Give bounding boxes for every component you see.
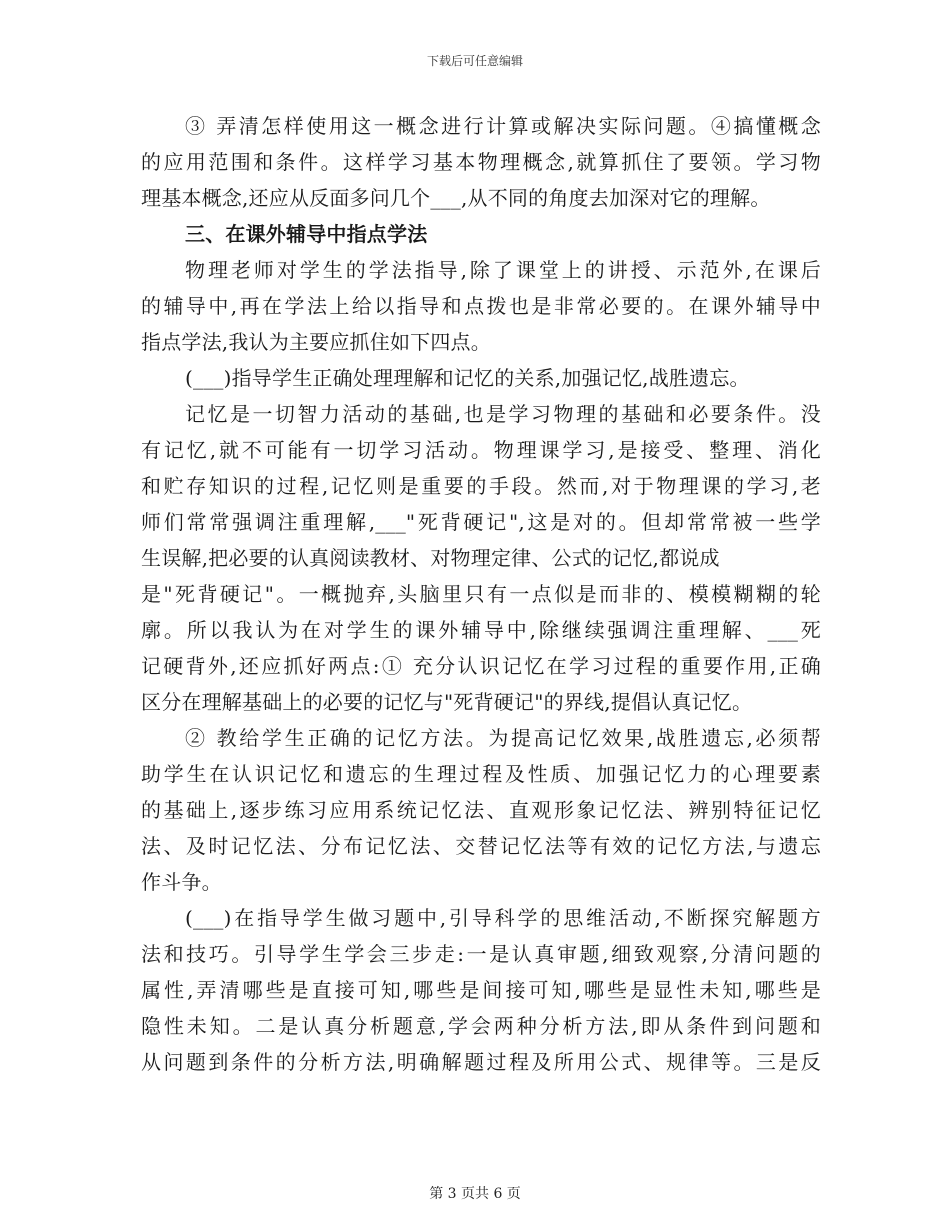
text-line: 作斗争。 xyxy=(141,870,222,894)
text-line: 的基础上,逐步练习应用系统记忆法、直观形象记忆法、辨别特征记忆 xyxy=(141,798,821,822)
text-line: 的应用范围和条件。这样学习基本物理概念,就算抓住了要领。学习物 xyxy=(141,150,821,174)
text-line: ② 教给学生正确的记忆方法。为提高记忆效果,战胜遗忘,必须帮 xyxy=(185,726,821,750)
section-heading: 三、在课外辅导中指点学法 xyxy=(185,222,428,246)
text-line: 属性,弄清哪些是直接可知,哪些是间接可知,哪些是显性未知,哪些是 xyxy=(141,978,821,1002)
page-footer: 第 3 页共 6 页 xyxy=(429,1186,521,1202)
text-line: 师们常常强调注重理解,___"死背硬记",这是对的。但却常常被一些学 xyxy=(141,510,821,534)
text-line: 法、及时记忆法、分布记忆法、交替记忆法等有效的记忆方法,与遗忘 xyxy=(141,834,821,858)
text-line: 物理老师对学生的学法指导,除了课堂上的讲授、示范外,在课后 xyxy=(185,258,821,282)
text-line: 助学生在认识记忆和遗忘的生理过程及性质、加强记忆力的心理要素 xyxy=(141,762,821,786)
text-line: 记硬背外,还应抓好两点:① 充分认识记忆在学习过程的重要作用,正确 xyxy=(141,654,821,678)
page-header: 下载后可任意编辑 xyxy=(426,54,523,68)
text-line: 隐性未知。二是认真分析题意,学会两种分析方法,即从条件到问题和 xyxy=(141,1014,821,1038)
text-line: 指点学法,我认为主要应抓住如下四点。 xyxy=(141,330,491,354)
text-line: 理基本概念,还应从反面多问几个___,从不同的角度去加深对它的理解。 xyxy=(141,186,771,210)
text-line: 有记忆,就不可能有一切学习活动。物理课学习,是接受、整理、消化 xyxy=(141,438,821,462)
text-line: 廓。所以我认为在对学生的课外辅导中,除继续强调注重理解、___死 xyxy=(141,618,821,642)
text-line: (___)在指导学生做习题中,引导科学的思维活动,不断探究解题方 xyxy=(185,906,821,930)
text-line: 记忆是一切智力活动的基础,也是学习物理的基础和必要条件。没 xyxy=(185,402,821,426)
document-body xyxy=(141,108,821,1080)
text-line: ③ 弄清怎样使用这一概念进行计算或解决实际问题。④搞懂概念 xyxy=(185,114,821,138)
text-line: (___)指导学生正确处理理解和记忆的关系,加强记忆,战胜遗忘。 xyxy=(185,366,750,390)
text-line: 区分在理解基础上的必要的记忆与"死背硬记"的界线,提倡认真记忆。 xyxy=(141,690,753,714)
text-line: 法和技巧。引导学生学会三步走:一是认真审题,细致观察,分清问题的 xyxy=(141,942,821,966)
text-line: 生误解,把必要的认真阅读教材、对物理定律、公式的记忆,都说成 xyxy=(141,546,720,570)
text-line: 的辅导中,再在学法上给以指导和点拨也是非常必要的。在课外辅导中 xyxy=(141,294,821,318)
text-line: 是"死背硬记"。一概抛弃,头脑里只有一点似是而非的、模模糊糊的轮 xyxy=(141,582,821,606)
text-line: 从问题到条件的分析方法,明确解题过程及所用公式、规律等。三是反 xyxy=(141,1050,821,1074)
text-line: 和贮存知识的过程,记忆则是重要的手段。然而,对于物理课的学习,老 xyxy=(141,474,821,498)
